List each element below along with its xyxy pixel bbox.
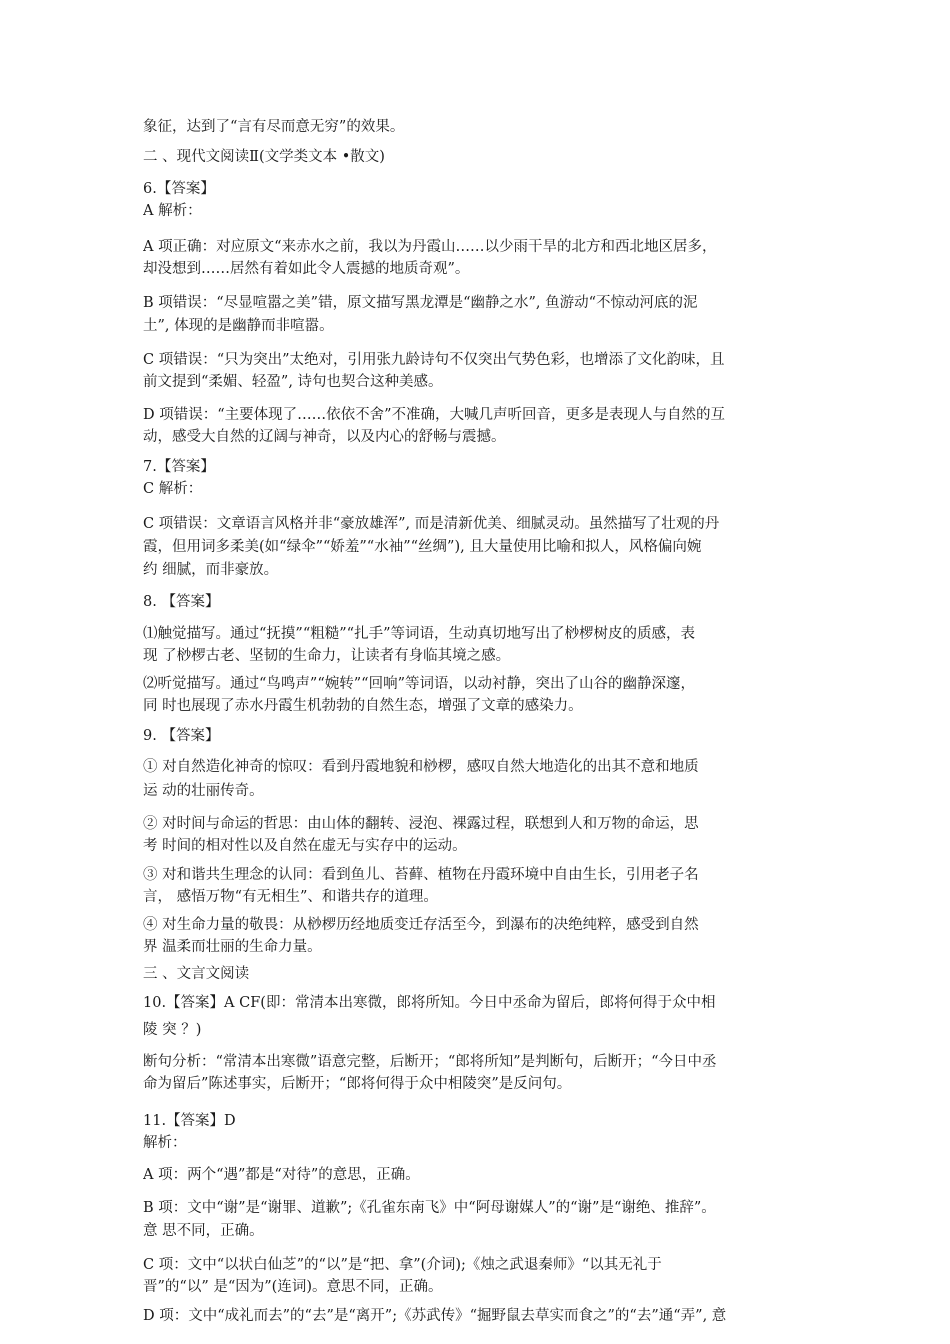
text-line: 前文提到“柔媚、轻盈”, 诗句也契合这种美感。	[143, 374, 443, 390]
answer-heading: 8. 【答案】	[143, 594, 220, 610]
answer-heading: 9. 【答案】	[143, 728, 220, 744]
text-line: 界 温柔而壮丽的生命力量。	[143, 939, 322, 955]
answer-heading: 7.【答案】	[143, 459, 215, 475]
text-line: 断句分析：“常清本出寒微”语意完整，后断开；“郎将所知”是判断句，后断开；“今日中丞	[143, 1054, 717, 1070]
answer-heading: 11.【答案】D	[143, 1113, 236, 1129]
section-heading: 三 、文言文阅读	[143, 966, 250, 982]
text-line: 运 动的壮丽传奇。	[143, 783, 264, 799]
text-line: ⑵听觉描写。通过“鸟鸣声”“婉转”“回响”等词语，以动衬静，突出了山谷的幽静深邃，	[143, 676, 695, 692]
text-line: A 解析：	[143, 203, 202, 219]
text-line: 约 细腻，而非豪放。	[143, 562, 279, 578]
text-line: B 项错误：“尽显喧嚣之美”错，原文描写黑龙潭是“幽静之水”, 鱼游动“不惊动河底的泥	[143, 295, 698, 311]
text-line: ② 对时间与命运的哲思：由山体的翻转、浸泡、裸露过程，联想到人和万物的命运，思	[143, 816, 699, 832]
section-heading: 二 、现代文阅读Ⅱ(文学类文本 •散文)	[143, 149, 385, 165]
text-line: ① 对自然造化神奇的惊叹：看到丹霞地貌和桫椤，感叹自然大地造化的出其不意和地质	[143, 759, 699, 775]
text-line: C 项错误：文章语言风格并非“豪放雄浑”, 而是清新优美、细腻灵动。虽然描写了壮观的丹	[143, 516, 720, 532]
text-line: 命为留后”陈述事实，后断开；“郎将何得于众中相陵突”是反问句。	[143, 1076, 572, 1092]
text-line: D 项：文中“成礼而去”的“去”是“离开”;《苏武传》“掘野鼠去草实而食之”的“去”通“弄”, 意	[143, 1308, 727, 1324]
text-line: C 解析：	[143, 481, 203, 497]
text-line: 意 思不同，正确。	[143, 1223, 264, 1239]
text-line: C 项错误：“只为突出”太绝对，引用张九龄诗句不仅突出气势色彩，也增添了文化韵味，且	[143, 352, 725, 368]
text-line: A 项正确：对应原文“来赤水之前，我以为丹霞山……以少雨干旱的北方和西北地区居多，	[143, 239, 717, 255]
text-line: 考 时间的相对性以及自然在虚无与实存中的运动。	[143, 838, 467, 854]
text-line: 同 时也展现了赤水丹霞生机勃勃的自然生态，增强了文章的感染力。	[143, 698, 583, 714]
text-line: 土”, 体现的是幽静而非喧嚣。	[143, 318, 334, 334]
text-line: C 项：文中“以状白仙芝”的“以”是“把、拿”(介词);《烛之武退秦师》“以其无礼于	[143, 1257, 662, 1273]
text-line: D 项错误：“主要体现了……依依不舍”不准确，大喊几声听回音，更多是表现人与自然的互	[143, 407, 726, 423]
text-line: 却没想到……居然有着如此令人震撼的地质奇观”。	[143, 261, 470, 277]
text-line: 晋”的“以” 是“因为”(连词)。意思不同，正确。	[143, 1279, 443, 1295]
text-line: 言， 感悟万物“有无相生”、和谐共存的道理。	[143, 889, 438, 905]
text-line: 解析：	[143, 1135, 187, 1151]
text-line: 现 了桫椤古老、坚韧的生命力，让读者有身临其境之感。	[143, 648, 511, 664]
text-line: 陵 突 ？)	[143, 1022, 202, 1038]
text-line: 象征，达到了“言有尽而意无穷”的效果。	[143, 119, 405, 135]
text-line: A 项：两个“遇”都是“对待”的意思，正确。	[143, 1167, 420, 1183]
text-line: ③ 对和谐共生理念的认同：看到鱼儿、苔藓、植物在丹霞环境中自由生长，引用老子名	[143, 867, 699, 883]
answer-heading: 10.【答案】A CF(即：常清本出寒微，郎将所知。今日中丞命为留后，郎将何得于众中相	[143, 995, 716, 1011]
text-line: B 项：文中“谢”是“谢罪、道歉”;《孔雀东南飞》中“阿母谢媒人”的“谢”是“谢绝、推辞”。	[143, 1200, 716, 1216]
text-line: ⑴触觉描写。通过“抚摸”“粗糙”“扎手”等词语，生动真切地写出了桫椤树皮的质感，表	[143, 626, 695, 642]
text-line: ④ 对生命力量的敬畏：从桫椤历经地质变迁存活至今，到瀑布的决绝纯粹，感受到自然	[143, 917, 699, 933]
answer-heading: 6.【答案】	[143, 181, 215, 197]
text-line: 霞，但用词多柔美(如“绿伞”“娇羞”“水袖”“丝绸”), 且大量使用比喻和拟人，风格偏向婉	[143, 539, 702, 555]
text-line: 动，感受大自然的辽阔与神奇，以及内心的舒畅与震撼。	[143, 429, 506, 445]
